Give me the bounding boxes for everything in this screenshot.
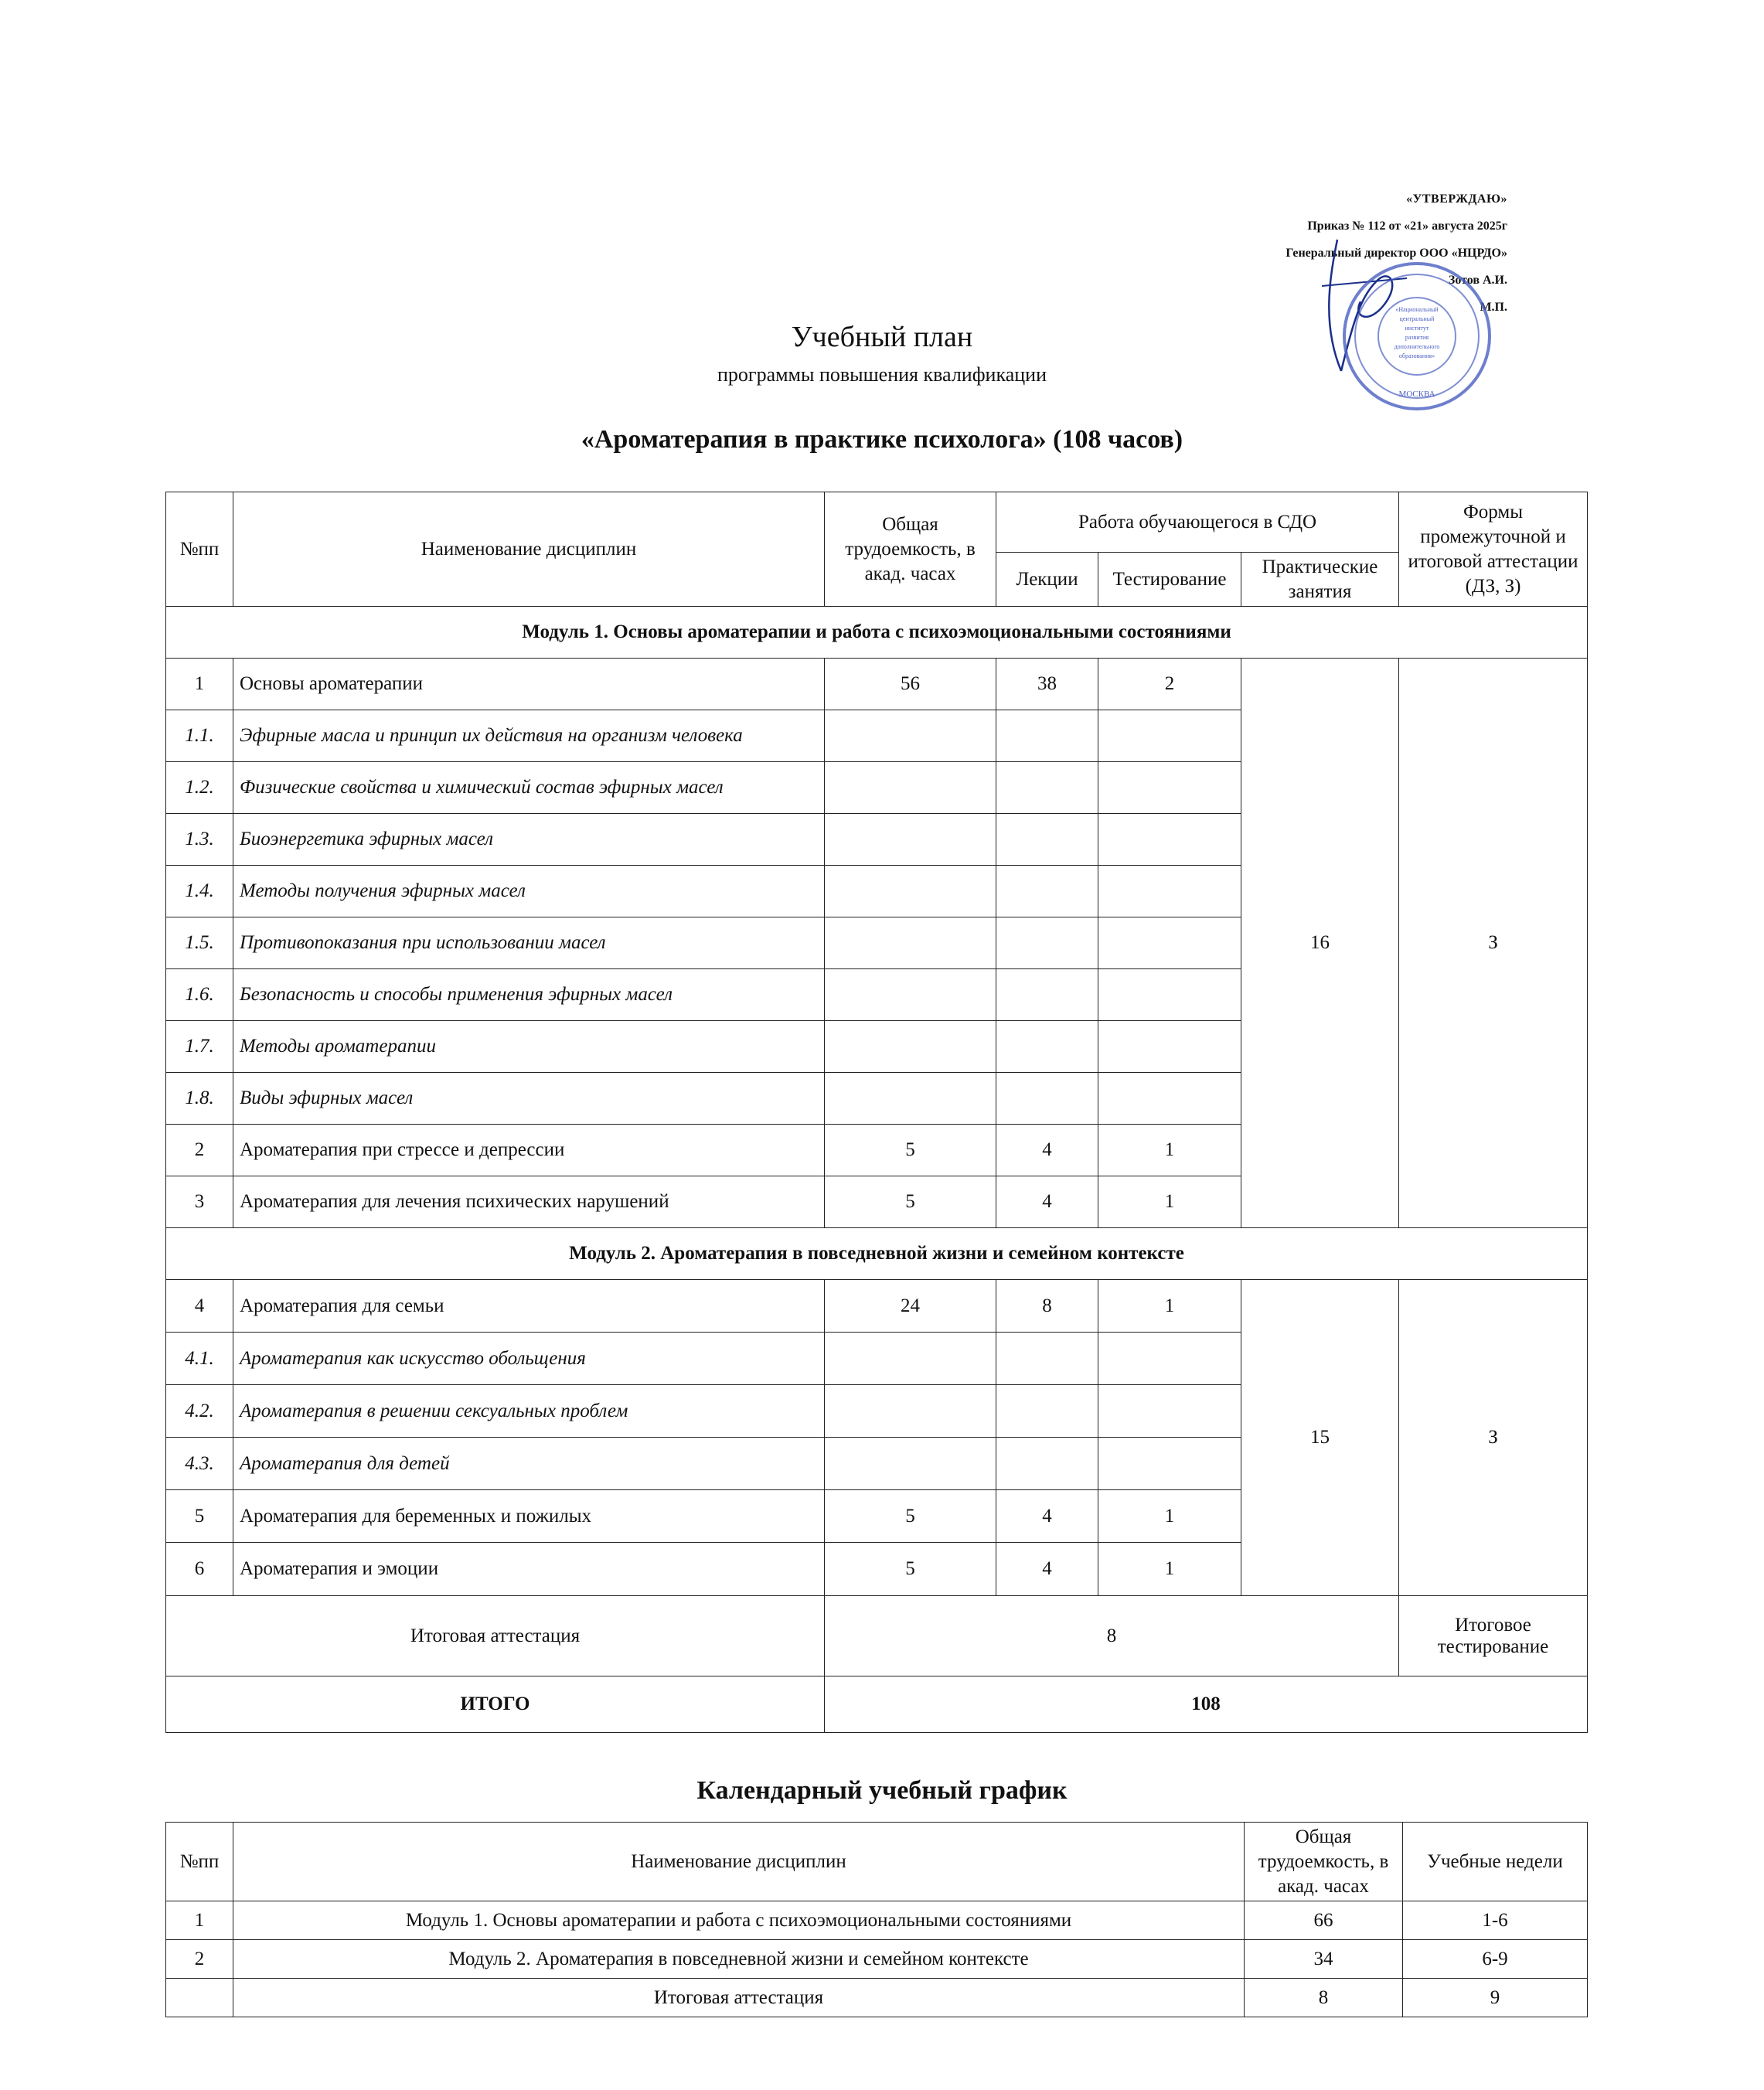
row-total <box>825 1438 996 1490</box>
row-num: 4.1. <box>166 1333 233 1385</box>
module2-practice: 15 <box>1241 1280 1399 1596</box>
row-num: 6 <box>166 1543 233 1596</box>
header-name: Наименование дисциплин <box>233 492 825 607</box>
schedule-row-weeks: 9 <box>1403 1979 1588 2017</box>
table-row <box>166 1280 1588 1333</box>
total-row <box>166 1676 1588 1733</box>
row-name: Ароматерапия для семьи <box>233 1280 825 1333</box>
row-testing: 1 <box>1098 1176 1241 1228</box>
row-testing <box>1098 1333 1241 1385</box>
row-name: Ароматерапия для лечения психических нарушений <box>233 1176 825 1228</box>
schedule-header-num: №пп <box>166 1823 233 1901</box>
row-lectures <box>996 710 1098 762</box>
schedule-header-name: Наименование дисциплин <box>233 1823 1245 1901</box>
svg-text:МОСКВА: МОСКВА <box>1398 390 1435 399</box>
schedule-row-name: Итоговая аттестация <box>233 1979 1245 2017</box>
row-num: 5 <box>166 1490 233 1543</box>
row-total: 5 <box>825 1125 996 1176</box>
row-testing <box>1098 1385 1241 1438</box>
table-row <box>166 1940 1588 1979</box>
row-lectures <box>996 1438 1098 1490</box>
row-lectures <box>996 969 1098 1021</box>
row-lectures: 38 <box>996 659 1098 710</box>
row-num: 1.3. <box>166 814 233 866</box>
approval-position: Генеральный директор ООО «НЦРДО» <box>1286 247 1507 260</box>
header-total: Общая трудоемкость, в акад. часах <box>825 492 996 607</box>
row-lectures: 8 <box>996 1280 1098 1333</box>
row-total: 56 <box>825 659 996 710</box>
row-name: Биоэнергетика эфирных масел <box>233 814 825 866</box>
row-total <box>825 814 996 866</box>
row-testing <box>1098 762 1241 814</box>
row-num: 4.3. <box>166 1438 233 1490</box>
schedule-row-num: 2 <box>166 1940 233 1979</box>
row-name: Методы ароматерапии <box>233 1021 825 1073</box>
row-testing <box>1098 814 1241 866</box>
row-testing: 1 <box>1098 1543 1241 1596</box>
row-total: 5 <box>825 1176 996 1228</box>
row-lectures <box>996 917 1098 969</box>
row-lectures <box>996 814 1098 866</box>
row-num: 3 <box>166 1176 233 1228</box>
header-sdo: Работа обучающегося в СДО <box>996 492 1399 553</box>
final-label: Итоговая аттестация <box>166 1596 825 1676</box>
row-name: Безопасность и способы применения эфирных масел <box>233 969 825 1021</box>
row-lectures <box>996 1073 1098 1125</box>
row-num: 1.4. <box>166 866 233 917</box>
row-name: Ароматерапия и эмоции <box>233 1543 825 1596</box>
curriculum-table <box>165 492 1588 1733</box>
schedule-row-weeks: 6-9 <box>1403 1940 1588 1979</box>
row-total <box>825 866 996 917</box>
module1-practice: 16 <box>1241 659 1399 1228</box>
schedule-row-num <box>166 1979 233 2017</box>
row-num: 2 <box>166 1125 233 1176</box>
module2-title: Модуль 2. Ароматерапия в повседневной жизни и семейном контексте <box>166 1228 1588 1280</box>
table-row <box>166 1979 1588 2017</box>
row-num: 1.6. <box>166 969 233 1021</box>
row-name: Ароматерапия для беременных и пожилых <box>233 1490 825 1543</box>
schedule-header-weeks: Учебные недели <box>1403 1823 1588 1901</box>
row-total <box>825 1385 996 1438</box>
row-name: Эфирные масла и принцип их действия на организм человека <box>233 710 825 762</box>
header-practice: Практические занятия <box>1241 553 1399 607</box>
approval-stamp-place: М.П. <box>1480 301 1507 314</box>
row-total <box>825 917 996 969</box>
schedule-row-name: Модуль 2. Ароматерапия в повседневной жизни и семейном контексте <box>233 1940 1245 1979</box>
row-name: Противопоказания при использовании масел <box>233 917 825 969</box>
row-total <box>825 1073 996 1125</box>
row-name: Основы ароматерапии <box>233 659 825 710</box>
row-name: Методы получения эфирных масел <box>233 866 825 917</box>
module1-title: Модуль 1. Основы ароматерапии и работа с психоэмоциональными состояниями <box>166 607 1588 659</box>
svg-text:образования»: образования» <box>1398 352 1435 359</box>
row-num: 1.2. <box>166 762 233 814</box>
row-name: Ароматерапия в решении сексуальных проблем <box>233 1385 825 1438</box>
svg-text:институт: институт <box>1405 325 1429 332</box>
schedule-row-name: Модуль 1. Основы ароматерапии и работа с психоэмоциональными состояниями <box>233 1901 1245 1940</box>
module2-form: З <box>1399 1280 1588 1596</box>
header-testing: Тестирование <box>1098 553 1241 607</box>
row-total <box>825 969 996 1021</box>
schedule-row-total: 66 <box>1245 1901 1403 1940</box>
row-lectures <box>996 866 1098 917</box>
row-num: 1.5. <box>166 917 233 969</box>
row-total: 5 <box>825 1490 996 1543</box>
program-title: «Ароматерапия в практике психолога» (108 часов) <box>581 425 1183 454</box>
row-name: Ароматерапия как искусство обольщения <box>233 1333 825 1385</box>
row-testing: 2 <box>1098 659 1241 710</box>
row-lectures <box>996 1385 1098 1438</box>
approval-heading: «УТВЕРЖДАЮ» <box>1406 192 1507 206</box>
row-lectures: 4 <box>996 1543 1098 1596</box>
row-testing <box>1098 866 1241 917</box>
row-num: 4 <box>166 1280 233 1333</box>
row-testing: 1 <box>1098 1490 1241 1543</box>
row-lectures: 4 <box>996 1125 1098 1176</box>
module1-form: З <box>1399 659 1588 1228</box>
svg-text:развития: развития <box>1405 334 1429 341</box>
row-name: Физические свойства и химический состав эфирных масел <box>233 762 825 814</box>
row-num: 4.2. <box>166 1385 233 1438</box>
row-lectures <box>996 762 1098 814</box>
row-total: 5 <box>825 1543 996 1596</box>
final-form: Итоговое тестирование <box>1399 1596 1588 1676</box>
row-testing <box>1098 969 1241 1021</box>
header-num: №пп <box>166 492 233 607</box>
row-total: 24 <box>825 1280 996 1333</box>
row-testing <box>1098 1021 1241 1073</box>
approval-order: Приказ № 112 от «21» августа 2025г <box>1307 220 1507 233</box>
row-name: Виды эфирных масел <box>233 1073 825 1125</box>
final-hours: 8 <box>825 1596 1399 1676</box>
page-title: Учебный план <box>791 321 973 353</box>
row-total <box>825 1333 996 1385</box>
schedule-header-total: Общая трудоемкость, в акад. часах <box>1245 1823 1403 1901</box>
schedule-title: Календарный учебный график <box>696 1776 1068 1805</box>
row-num: 1.1. <box>166 710 233 762</box>
svg-text:«Национальный: «Национальный <box>1395 306 1439 313</box>
table-row <box>166 659 1588 710</box>
final-attestation-row <box>166 1596 1588 1676</box>
row-name: Ароматерапия при стрессе и депрессии <box>233 1125 825 1176</box>
total-hours: 108 <box>825 1676 1588 1733</box>
schedule-row-num: 1 <box>166 1901 233 1940</box>
row-testing: 1 <box>1098 1125 1241 1176</box>
row-lectures <box>996 1021 1098 1073</box>
schedule-table <box>165 1822 1588 2017</box>
schedule-row-total: 8 <box>1245 1979 1403 2017</box>
row-num: 1.7. <box>166 1021 233 1073</box>
page-subtitle: программы повышения квалификации <box>717 363 1047 386</box>
row-testing <box>1098 1073 1241 1125</box>
row-total <box>825 1021 996 1073</box>
total-label: ИТОГО <box>166 1676 825 1733</box>
svg-text:центральный: центральный <box>1399 315 1435 322</box>
row-lectures: 4 <box>996 1176 1098 1228</box>
row-lectures <box>996 1333 1098 1385</box>
row-name: Ароматерапия для детей <box>233 1438 825 1490</box>
row-total <box>825 710 996 762</box>
table-row <box>166 1901 1588 1940</box>
row-total <box>825 762 996 814</box>
row-num: 1 <box>166 659 233 710</box>
schedule-row-weeks: 1-6 <box>1403 1901 1588 1940</box>
row-lectures: 4 <box>996 1490 1098 1543</box>
row-num: 1.8. <box>166 1073 233 1125</box>
header-forms: Формы промежуточной и итоговой аттестации (ДЗ, З) <box>1399 492 1588 607</box>
approval-name: Зотов А.И. <box>1448 274 1507 287</box>
row-testing <box>1098 917 1241 969</box>
schedule-row-total: 34 <box>1245 1940 1403 1979</box>
row-testing: 1 <box>1098 1280 1241 1333</box>
header-lectures: Лекции <box>996 553 1098 607</box>
svg-text:дополнительного: дополнительного <box>1394 343 1440 350</box>
row-testing <box>1098 710 1241 762</box>
row-testing <box>1098 1438 1241 1490</box>
